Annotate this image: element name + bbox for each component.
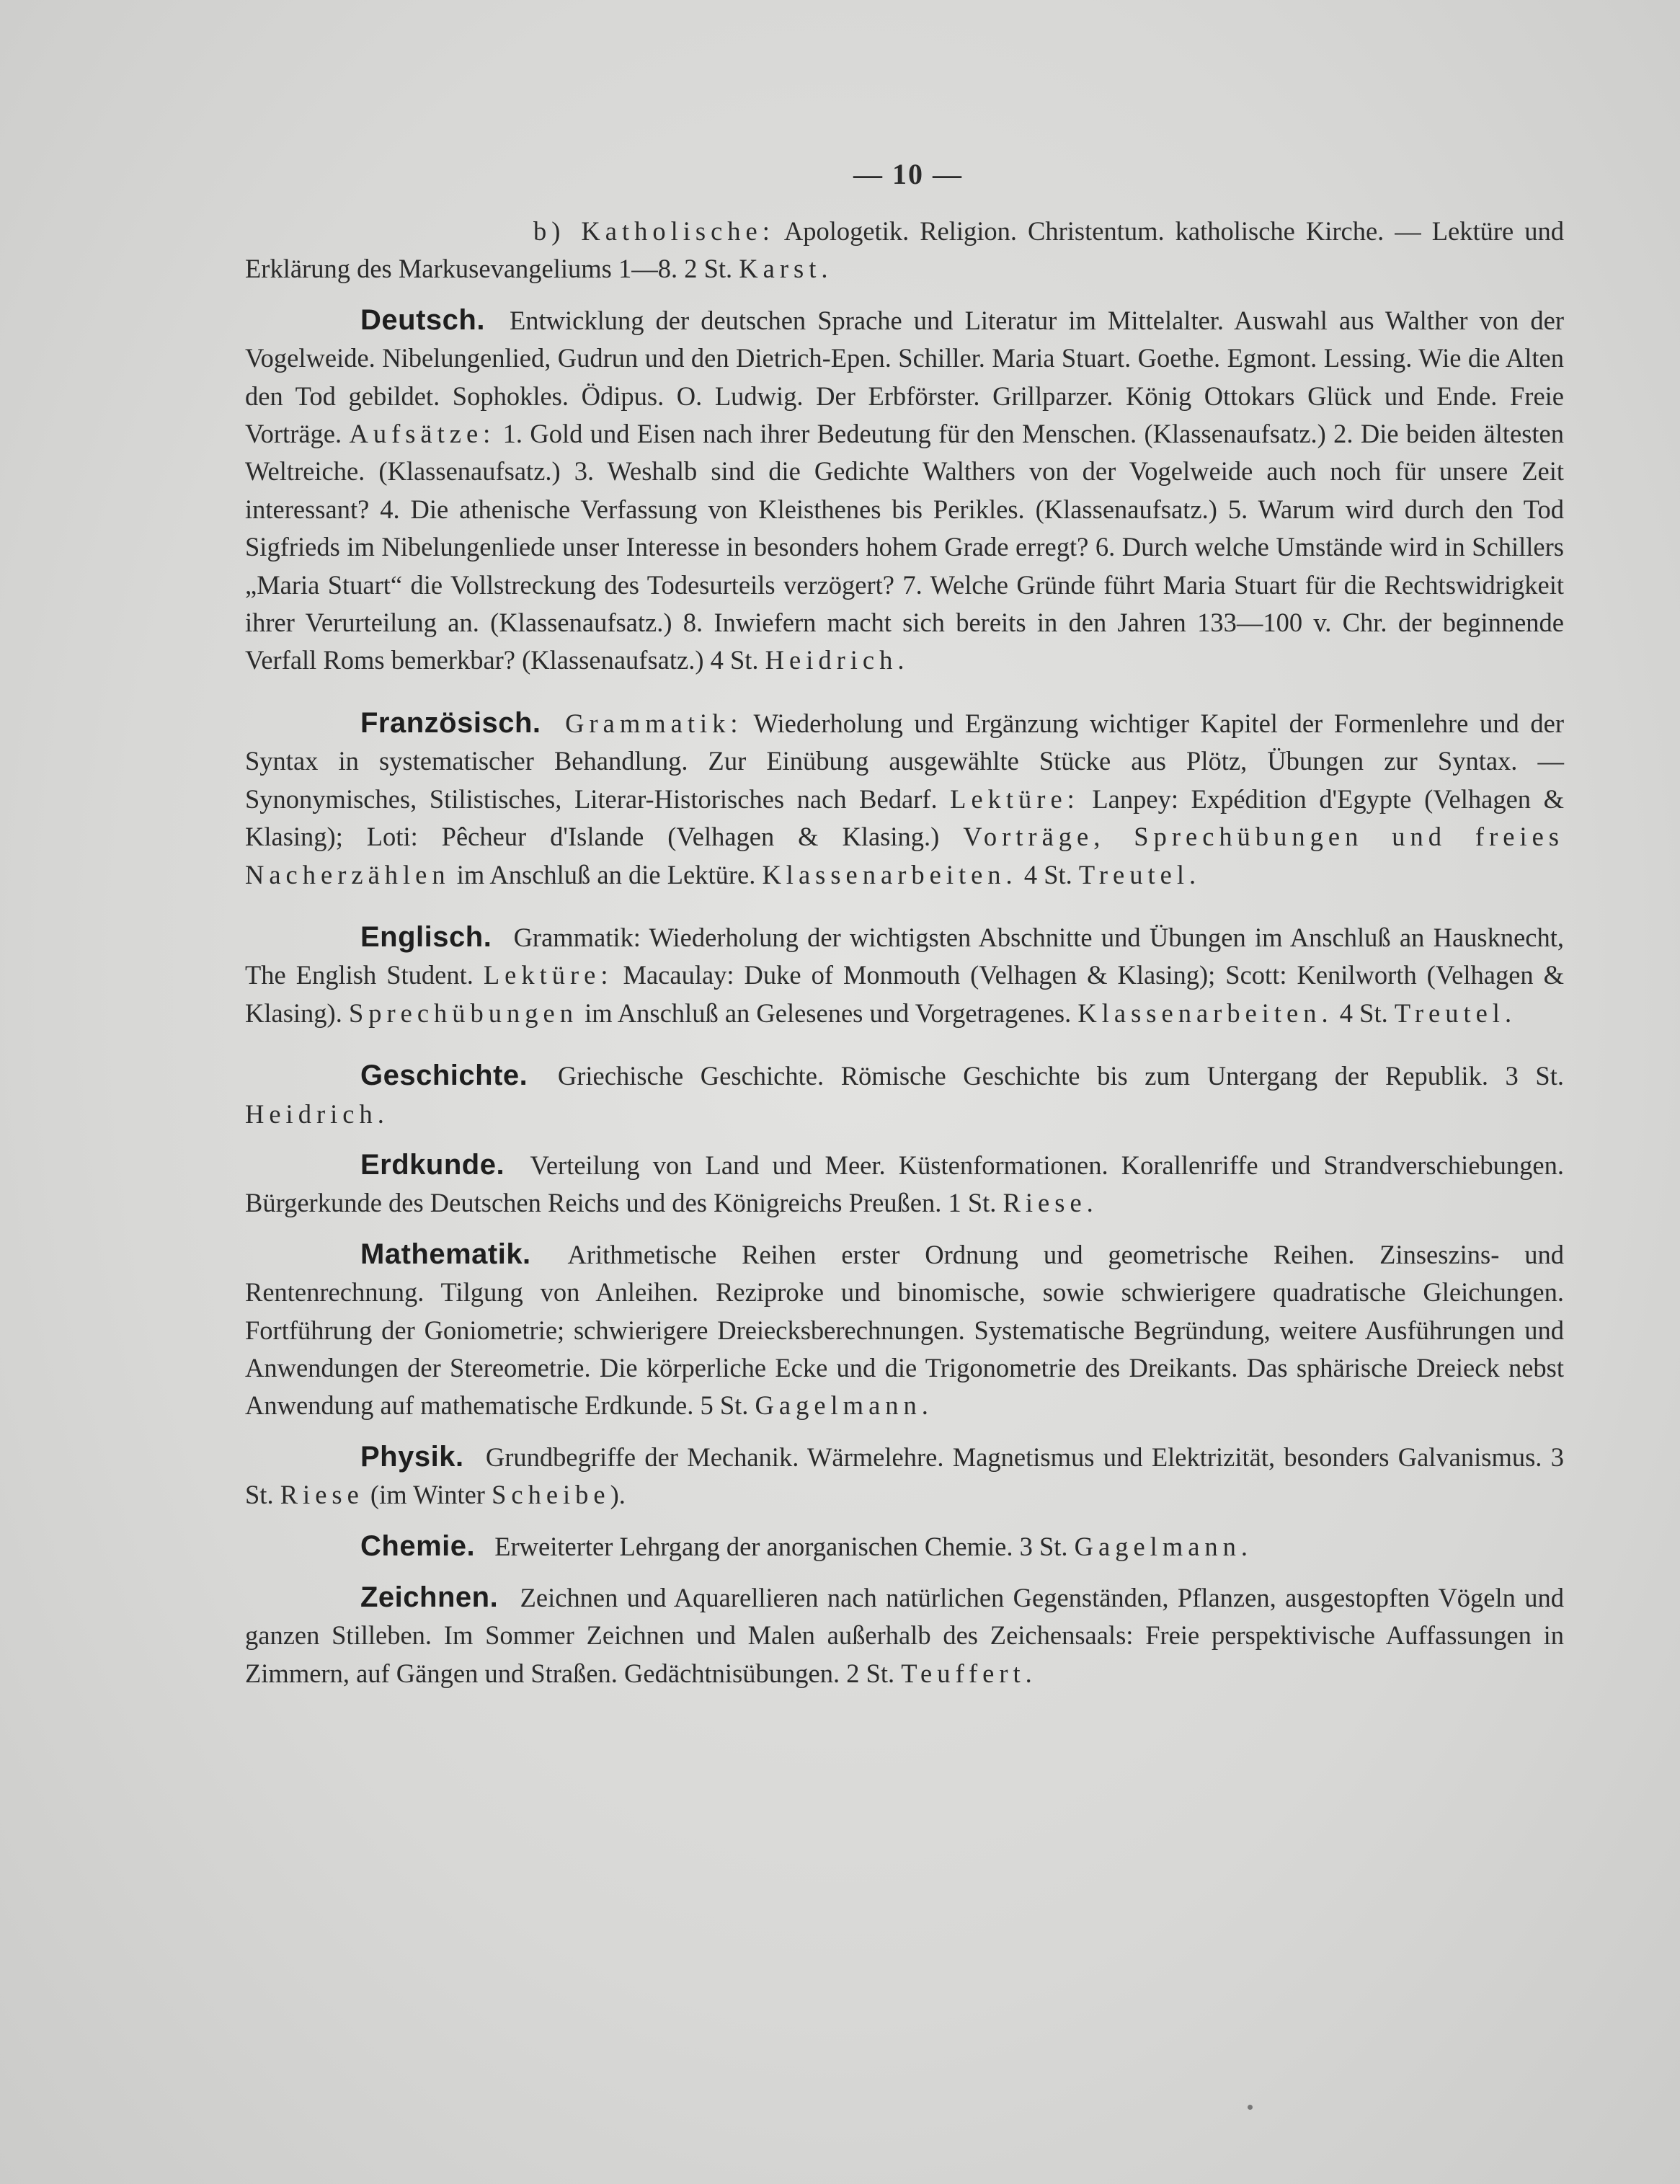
franzoesisch-label-2: Lektüre: [950, 784, 1080, 814]
section-englisch [245, 918, 1564, 1032]
section-franzoesisch [245, 704, 1564, 894]
section-mathematik [245, 1235, 1564, 1425]
englisch-teacher: Treutel. [1394, 998, 1517, 1028]
deutsch-text-2: 1. Gold und Eisen nach ihrer Bedeutung für den Menschen. (Klassenaufsatz.) 2. Die beiden ältesten Weltreiche. (Klassenaufsatz.) 3. Weshalb sind die Gedichte Walthers von der Vogelweide auch noch für unsere Zeit interessant? 4. Die athenische Verfassung von Kleisthenes bis Perikles. (Klassenaufsatz.) 5. Warum wird durch den Tod Sigfrieds im Nibelungenliede unser Interesse in besonders hohem Grade erregt? 6. Durch welche Umstände wird in Schillers „Maria Stuart“ die Vollstreckung des Todesurteils verzögert? 7. Welche Gründe führt Maria Stuart für die Rechtswidrigkeit ihrer Verurteilung an. (Klassenaufsatz.) 8. Inwiefern macht sich bereits in den Jahren 133—100 v. Chr. der beginnende Verfall Roms bemerkbar? (Klassenaufsatz.) 4 St. [245, 419, 1564, 675]
katholisch-label: b) Katholische: [533, 216, 775, 246]
ink-speck [1248, 2105, 1253, 2110]
franzoesisch-text-1: Wiederholung und Ergänzung wichtiger Kapitel der Formenlehre und der Syntax in systematischer Behandlung. Zur Einübung ausgewählte Stücke aus Plötz, Übungen zur Syntax. — Synonymisches, Stilistisches, Literar-Historisches nach Bedarf. [245, 708, 1565, 814]
englisch-text-2: Macaulay: Duke of Monmouth (Velhagen & Klasing); Scott: Kenilworth (Velhagen & Klasing). [245, 960, 1565, 1028]
chemie-heading: Chemie. [360, 1530, 476, 1562]
page-number: — 10 — [853, 158, 963, 190]
englisch-label-3: Klassenarbeiten. [1077, 998, 1333, 1028]
franzoesisch-label-3: Vorträge, Sprechübungen und freies Nacherzählen [245, 822, 1564, 889]
franzoesisch-label-1: Grammatik: [565, 708, 743, 738]
section-katholisch [245, 213, 1564, 288]
section-zeichnen [245, 1579, 1564, 1692]
englisch-text-3: im Anschluß an Gelesenes und Vorgetragenes. [585, 998, 1072, 1028]
franzoesisch-label-4: Klassenarbeiten. [762, 859, 1018, 889]
physik-text: Grundbegriffe der Mechanik. Wärmelehre. Magnetismus und Elektrizität, besonders Galvanismus. 3 St. [245, 1442, 1564, 1510]
physik-teacher-2: Scheibe [492, 1480, 610, 1510]
geschichte-heading: Geschichte. [360, 1060, 528, 1092]
erdkunde-text: Verteilung von Land und Meer. Küstenformationen. Korallenriffe und Strandverschiebungen. Bürgerkunde des Deutschen Reichs und des Königreichs Preußen. 1 St. [245, 1150, 1565, 1218]
englisch-label-2: Sprechübungen [348, 998, 579, 1028]
deutsch-teacher: Heidrich. [765, 645, 910, 675]
deutsch-aufsaetze-label: Aufsätze: [349, 419, 496, 449]
englisch-label-1: Lektüre: [483, 960, 613, 990]
zeichnen-text: Zeichnen und Aquarellieren nach natürlichen Gegenständen, Pflanzen, ausgestopften Vögeln und ganzen Stilleben. Im Sommer Zeichnen und Malen außerhalb des Zeichensaals: Freie perspektivische Auffassungen in Zimmern, auf Gängen und Straßen. Gedächtnisübungen. 2 St. [245, 1583, 1565, 1688]
section-chemie [245, 1527, 1564, 1566]
katholisch-text: Apologetik. Religion. Christentum. katholische Kirche. — Lektüre und Erklärung des Markusevangeliums 1—8. 2 St. [245, 216, 1564, 284]
physik-teacher-1: Riese [280, 1480, 364, 1510]
erdkunde-heading: Erdkunde. [360, 1148, 505, 1181]
deutsch-heading: Deutsch. [360, 303, 485, 336]
mathematik-text: Arithmetische Reihen erster Ordnung und geometrische Reihen. Zinseszins- und Rentenrechnung. Tilgung von Anleihen. Reziproke und binomische, sowie schwierigere quadratische Gleichungen. Fortführung der Goniometrie; schwierigere Dreiecksberechnungen. Systematische Begründung, weitere Ausführungen und Anwendungen der Stereometrie. Die körperliche Ecke und die Trigonometrie des Dreikants. Das sphärische Dreieck nebst Anwendung auf mathematische Erdkunde. 5 St. [245, 1239, 1564, 1421]
section-erdkunde [245, 1146, 1564, 1222]
franzoesisch-heading: Französisch. [360, 706, 541, 739]
deutsch-text-1: Entwicklung der deutschen Sprache und Literatur im Mittelalter. Auswahl aus Walther von der Vogelweide. Nibelungenlied, Gudrun und den Dietrich-Epen. Schiller. Maria Stuart. Goethe. Egmont. Lessing. Wie die Alten den Tod gebildet. Sophokles. Ödipus. O. Ludwig. Der Erbförster. Grillparzer. König Ottokars Glück und Ende. Freie Vorträge. [245, 305, 1564, 449]
mathematik-teacher: Gagelmann. [755, 1390, 933, 1421]
franzoesisch-text-4: 4 St. [1023, 859, 1072, 889]
englisch-text-4: 4 St. [1339, 998, 1388, 1028]
page-body [245, 213, 1564, 1692]
mathematik-heading: Mathematik. [360, 1238, 531, 1270]
section-geschichte [245, 1057, 1564, 1133]
section-physik [245, 1438, 1564, 1514]
geschichte-teacher: Heidrich. [245, 1098, 389, 1129]
englisch-heading: Englisch. [360, 920, 492, 953]
physik-mid: (im Winter [370, 1480, 485, 1510]
chemie-text: Erweiterter Lehrgang der anorganischen Chemie. 3 St. [494, 1531, 1068, 1561]
erdkunde-teacher: Riese. [1003, 1188, 1098, 1218]
physik-end: ). [610, 1480, 626, 1510]
franzoesisch-teacher: Treutel. [1078, 859, 1201, 889]
section-deutsch [245, 301, 1564, 680]
physik-heading: Physik. [360, 1440, 464, 1473]
zeichnen-teacher: Teuffert. [901, 1658, 1037, 1688]
katholisch-teacher: Karst. [739, 254, 833, 284]
englisch-text-1: Grammatik: Wiederholung der wichtigsten Abschnitte und Übungen im Anschluß an Hausknecht, The English Student. [245, 922, 1565, 990]
franzoesisch-text-3: im Anschluß an die Lektüre. [456, 859, 756, 889]
chemie-teacher: Gagelmann. [1074, 1531, 1253, 1561]
geschichte-text: Griechische Geschichte. Römische Geschichte bis zum Untergang der Republik. 3 St. [557, 1061, 1564, 1091]
franzoesisch-text-2: Lanpey: Expédition d'Egypte (Velhagen & Klasing); Loti: Pêcheur d'Islande (Velhagen & Klasing.) [245, 784, 1565, 852]
zeichnen-heading: Zeichnen. [360, 1581, 499, 1613]
